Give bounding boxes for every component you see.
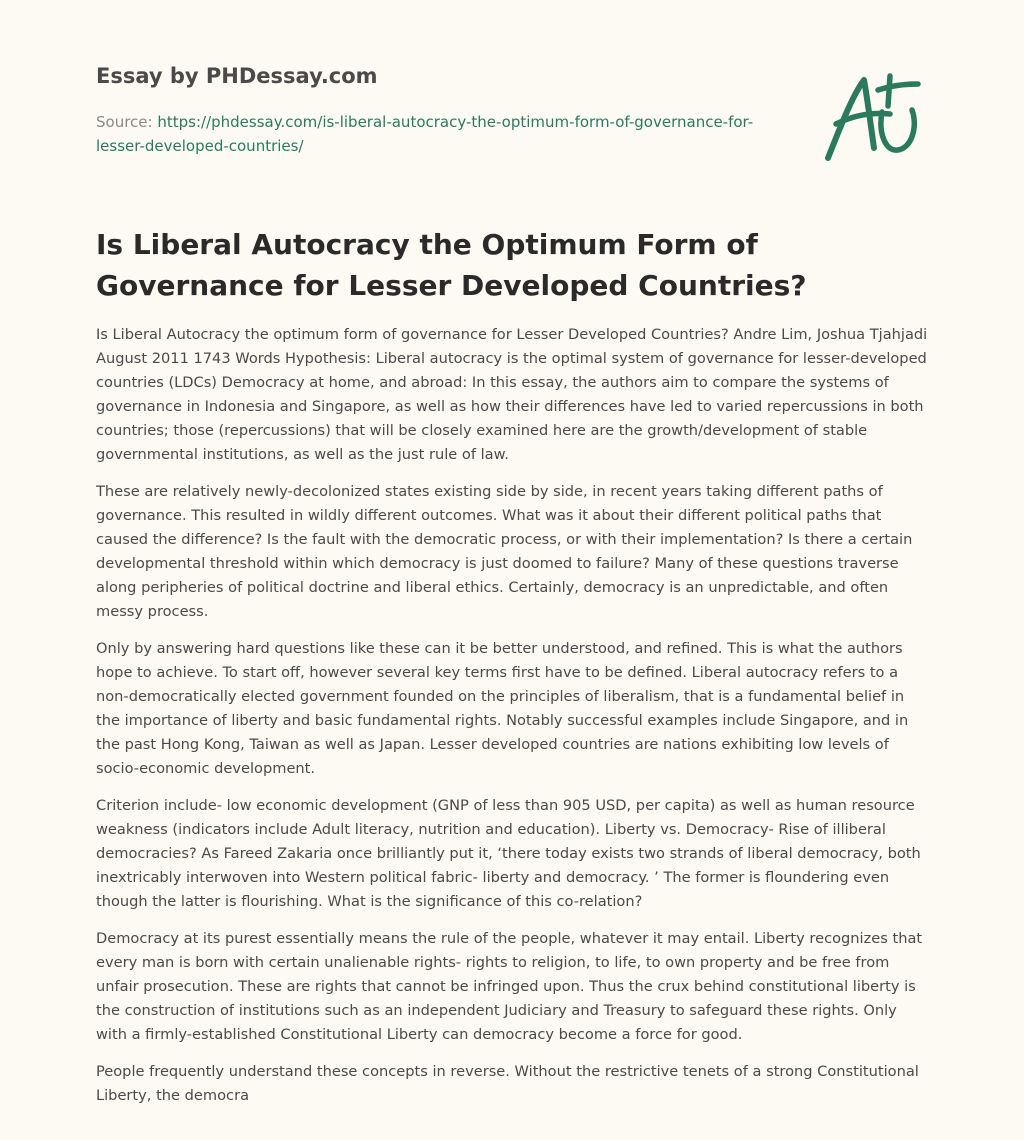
source-label: Source: xyxy=(96,113,153,131)
article-title: Is Liberal Autocracy the Optimum Form of Governance for Lesser Developed Countries? xyxy=(96,228,807,302)
source-link[interactable]: https://phdessay.com/is-liberal-autocracy-the-optimum-form-of-governance-for-lesser-developed-countries/ xyxy=(96,113,754,155)
source-line xyxy=(96,110,796,158)
paragraph: These are relatively newly-decolonized states existing side by side, in recent years taking different paths of governance. This resulted in wildly different outcomes. What was it about their different political paths that caused the difference? Is the fault with the democratic process, or with their implementation? Is there a certain developmental threshold within which democracy is just doomed to failure? Many of these questions traverse along peripheries of political doctrine and liberal ethics. Certainly, democracy is an unpredictable, and often messy process. xyxy=(96,483,913,620)
article-body xyxy=(96,323,928,1121)
paragraph: Criterion include- low economic development (GNP of less than 905 USD, per capita) as well as human resource weakness (indicators include Adult literacy, nutrition and education). Liberty vs. Democracy- Rise of illiberal democracies? As Fareed Zakaria once brilliantly put it, ‘there today exists two strands of liberal democracy, both inextricably interwoven into Western political fabric- liberty and democracy. ’ The former is floundering even though the latter is flourishing. What is the significance of this co-relation? xyxy=(96,797,921,910)
site-name: Essay by PHDessay.com xyxy=(96,64,378,88)
paragraph: Is Liberal Autocracy the optimum form of governance for Lesser Developed Countries? Andre Lim, Joshua Tjahjadi August 2011 1743 Words Hypothesis: Liberal autocracy is the optimal system of governance for lesser-developed countries (LDCs) Democracy at home, and abroad: In this essay, the authors aim to compare the systems of governance in Indonesia and Singapore, as well as how their differences have led to varied repercussions in both countries; those (repercussions) that will be closely examined here are the growth/development of stable governmental institutions, as well as the just rule of law. xyxy=(96,326,928,463)
a-plus-logo xyxy=(818,66,930,164)
paragraph: Only by answering hard questions like these can it be better understood, and refined. This is what the authors hope to achieve. To start off, however several key terms first have to be defined. Liberal autocracy refers to a non-democratically elected government founded on the principles of liberalism, that is a fundamental belief in the importance of liberty and basic fundamental rights. Notably successful examples include Singapore, and in the past Hong Kong, Taiwan as well as Japan. Lesser developed countries are nations exhibiting low levels of socio-economic development. xyxy=(96,640,909,777)
paragraph: Democracy at its purest essentially means the rule of the people, whatever it may entail. Liberty recognizes that every man is born with certain unalienable rights- rights to religion, to life, to own property and be free from unfair prosecution. These are rights that cannot be infringed upon. Thus the crux behind constitutional liberty is the construction of institutions such as an independent Judiciary and Treasury to safeguard these rights. Only with a firmly-established Constitutional Liberty can democracy become a force for good. xyxy=(96,930,923,1043)
paragraph: People frequently understand these concepts in reverse. Without the restrictive tenets of a strong Constitutional Liberty, the democra xyxy=(96,1063,919,1104)
